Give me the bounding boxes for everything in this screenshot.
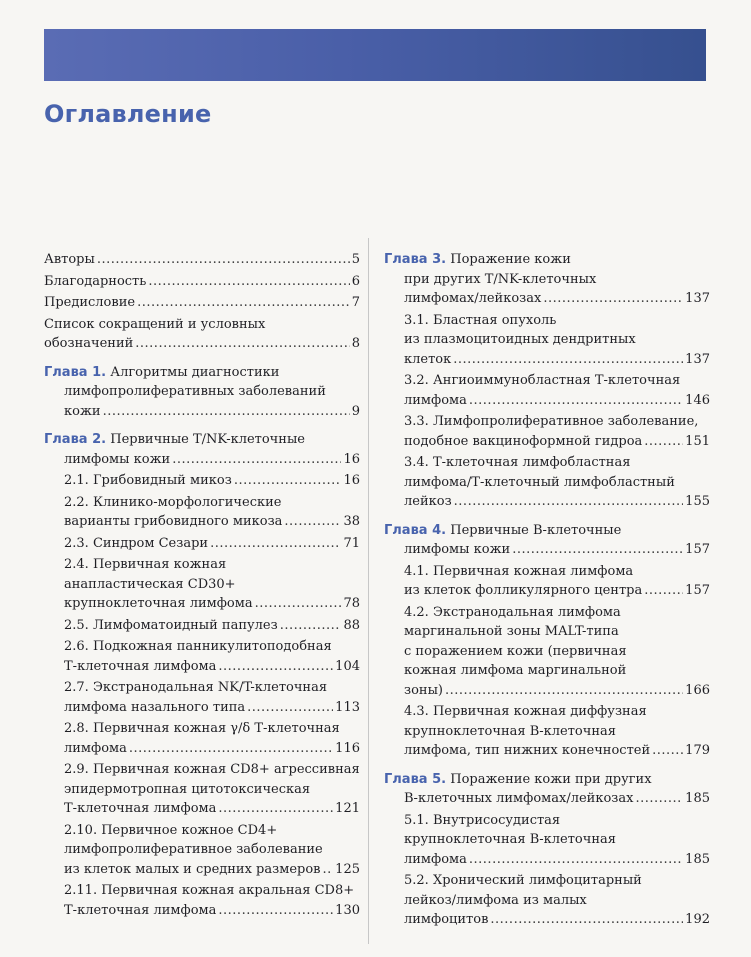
toc-entry-text: крупноклеточная В-клеточная bbox=[404, 723, 616, 739]
toc-entry-line bbox=[64, 698, 360, 718]
chapter-label: Глава 2. bbox=[44, 432, 107, 447]
toc-entry-line bbox=[404, 642, 710, 662]
page-number: 9 bbox=[351, 403, 360, 419]
toc-entry[interactable] bbox=[44, 637, 360, 676]
toc-entry-text: зоны) bbox=[404, 682, 443, 698]
page-number: 121 bbox=[335, 801, 360, 816]
toc-entry[interactable] bbox=[384, 562, 710, 601]
toc-entry[interactable] bbox=[44, 363, 360, 422]
toc-entry[interactable] bbox=[384, 371, 710, 410]
leader-dots bbox=[652, 741, 683, 761]
page-number: 16 bbox=[343, 473, 360, 488]
toc-column-left bbox=[44, 250, 360, 920]
toc-entry-line bbox=[64, 471, 360, 491]
toc-entry-text: Первичные В-клеточные bbox=[450, 522, 622, 538]
toc-entry-text: Поражение кожи bbox=[450, 252, 571, 267]
toc-entry-line bbox=[64, 780, 360, 800]
toc-entry-text: 2.1. Грибовидный микоз bbox=[64, 473, 232, 488]
leader-dots bbox=[210, 534, 341, 554]
toc-entry[interactable] bbox=[44, 534, 360, 554]
page-number: 78 bbox=[343, 596, 360, 611]
column-divider bbox=[368, 238, 369, 944]
toc-entry[interactable] bbox=[384, 811, 710, 870]
toc-entry-line bbox=[404, 811, 710, 831]
toc-entry-line bbox=[64, 678, 360, 698]
page-number: 185 bbox=[685, 791, 710, 806]
toc-entry[interactable] bbox=[44, 678, 360, 717]
toc-entry-text: лимфомы кожи bbox=[64, 451, 171, 467]
toc-entry[interactable] bbox=[384, 250, 710, 309]
toc-entry-text: варианты грибовидного микоза bbox=[64, 514, 283, 529]
leader-dots bbox=[129, 739, 333, 759]
leader-dots bbox=[135, 334, 349, 354]
toc-entry[interactable] bbox=[384, 871, 710, 930]
page-number: 125 bbox=[335, 861, 360, 877]
page-number: 130 bbox=[335, 902, 360, 918]
toc-entry-line bbox=[384, 770, 710, 790]
toc-entry-text: лимфопролиферативное заболевание bbox=[64, 842, 323, 857]
toc-entry[interactable] bbox=[384, 311, 710, 370]
toc-entry[interactable] bbox=[384, 603, 710, 701]
toc-entry-text: лимфома bbox=[64, 740, 127, 756]
leader-dots bbox=[445, 681, 683, 701]
leader-dots bbox=[284, 512, 341, 532]
toc-entry-line bbox=[404, 661, 710, 681]
page-number: 192 bbox=[685, 912, 710, 927]
chapter-label: Глава 5. bbox=[384, 771, 447, 787]
toc-entry-line bbox=[64, 719, 360, 739]
toc-entry-text: Предисловие bbox=[44, 295, 136, 310]
toc-entry[interactable] bbox=[44, 250, 360, 270]
toc-entry-text: 2.7. Экстранодальная NK/T-клеточная bbox=[64, 680, 328, 695]
toc-entry-line bbox=[404, 432, 710, 452]
leader-dots bbox=[644, 581, 683, 601]
leader-dots bbox=[512, 540, 683, 560]
toc-entry[interactable] bbox=[44, 471, 360, 491]
toc-entry[interactable] bbox=[44, 821, 360, 880]
toc-entry-line bbox=[404, 473, 710, 493]
toc-entry-line bbox=[44, 450, 360, 470]
leader-dots bbox=[103, 402, 350, 422]
leader-dots bbox=[247, 698, 333, 718]
toc-entry-text: крупноклеточная лимфома bbox=[64, 596, 253, 611]
toc-entry-line bbox=[404, 412, 710, 432]
leader-dots bbox=[543, 289, 683, 309]
toc-entry-text: анапластическая CD30+ bbox=[64, 576, 236, 592]
toc-entry-line bbox=[64, 575, 360, 595]
toc-entry-line bbox=[64, 512, 360, 532]
toc-entry[interactable] bbox=[384, 702, 710, 761]
toc-entry-text: 2.2. Клинико-морфологические bbox=[64, 494, 282, 510]
toc-entry-text: лейкоз/лимфома из малых bbox=[404, 892, 587, 908]
toc-entry[interactable] bbox=[44, 555, 360, 614]
toc-entry-text: лимфома bbox=[404, 851, 467, 867]
toc-entry[interactable] bbox=[44, 272, 360, 292]
leader-dots bbox=[469, 391, 683, 411]
toc-entry[interactable] bbox=[44, 760, 360, 819]
page-number: 5 bbox=[351, 252, 360, 267]
toc-entry-line bbox=[404, 603, 710, 623]
toc-entry[interactable] bbox=[384, 453, 710, 512]
toc-entry-text: 3.3. Лимфопролиферативное заболевание, bbox=[404, 414, 699, 429]
toc-entry-text: 2.5. Лимфоматоидный папулез bbox=[64, 617, 278, 633]
toc-entry-text: эпидермотропная цитотоксическая bbox=[64, 781, 311, 797]
page-number: 137 bbox=[685, 291, 710, 306]
toc-entry-text: из плазмоцитоидных дендритных bbox=[404, 332, 636, 347]
toc-entry-line bbox=[64, 555, 360, 575]
leader-dots bbox=[469, 850, 683, 870]
chapter-label: Глава 1. bbox=[44, 364, 107, 380]
toc-entry-text: клеток bbox=[404, 351, 452, 367]
page-number: 16 bbox=[343, 451, 360, 467]
chapter-label: Глава 4. bbox=[384, 522, 447, 538]
toc-entry-text: подобное вакциноформной гидроа bbox=[404, 433, 643, 449]
page-number: 157 bbox=[685, 583, 710, 598]
toc-entry-text: 5.2. Хронический лимфоцитарный bbox=[404, 873, 642, 888]
leader-dots bbox=[218, 799, 333, 819]
toc-entry-line bbox=[64, 594, 360, 614]
toc-entry-line bbox=[404, 830, 710, 850]
toc-entry-text: 2.10. Первичное кожное CD4+ bbox=[64, 822, 278, 838]
toc-entry-line bbox=[64, 493, 360, 513]
chapter-label: Глава 3. bbox=[384, 252, 447, 267]
toc-entry-text: 4.1. Первичная кожная лимфома bbox=[404, 563, 634, 579]
toc-entry-line bbox=[404, 871, 710, 891]
leader-dots bbox=[137, 293, 350, 313]
toc-entry-text: Поражение кожи при других bbox=[450, 771, 652, 787]
toc-entry-text: с поражением кожи (первичная bbox=[404, 643, 627, 659]
leader-dots bbox=[453, 350, 683, 370]
toc-entry-line bbox=[404, 850, 710, 870]
toc-entry-line bbox=[384, 521, 710, 541]
toc-entry-line bbox=[404, 562, 710, 582]
toc-entry-text: из клеток фолликулярного центра bbox=[404, 583, 643, 598]
toc-entry-text: из клеток малых и средних размеров bbox=[64, 861, 321, 877]
toc-entry-text: 2.3. Синдром Сезари bbox=[64, 535, 209, 551]
toc-entry[interactable] bbox=[44, 315, 360, 354]
toc-entry-text: 4.3. Первичная кожная диффузная bbox=[404, 704, 647, 719]
page-number: 6 bbox=[351, 273, 360, 289]
toc-entry-text: Первичные Т/NK-клеточные bbox=[110, 432, 305, 447]
toc-entry-line bbox=[404, 681, 710, 701]
toc-entry-line bbox=[64, 534, 360, 554]
page-number: 7 bbox=[351, 295, 360, 310]
page-number: 137 bbox=[685, 351, 710, 367]
toc-entry[interactable] bbox=[44, 719, 360, 758]
leader-dots bbox=[644, 432, 683, 452]
toc-entry-text: лимфомы кожи bbox=[404, 542, 511, 557]
toc-entry[interactable] bbox=[384, 770, 710, 809]
leader-dots bbox=[148, 272, 349, 292]
toc-entry-text: 2.6. Подкожная панникулитоподобная bbox=[64, 639, 332, 654]
toc-entry-text: 2.9. Первичная кожная CD8+ агрессивная bbox=[64, 762, 360, 777]
toc-entry-line bbox=[404, 453, 710, 473]
toc-entry-line bbox=[404, 622, 710, 642]
page-number: 155 bbox=[685, 494, 710, 509]
header-bar bbox=[44, 29, 706, 81]
toc-entry-text: 3.1. Бластная опухоль bbox=[404, 312, 557, 328]
toc-entry-text: крупноклеточная В-клеточная bbox=[404, 832, 616, 847]
toc-entry[interactable] bbox=[44, 293, 360, 313]
toc-entry-line bbox=[64, 821, 360, 841]
toc-entry-text: лимфома bbox=[404, 392, 467, 408]
page-number: 151 bbox=[685, 433, 710, 449]
toc-entry[interactable] bbox=[44, 616, 360, 636]
toc-entry-line bbox=[404, 371, 710, 391]
toc-entry-line bbox=[64, 616, 360, 636]
toc-entry-text: лимфома, тип нижних конечностей bbox=[404, 743, 651, 758]
toc-entry-text: кожная лимфома маргинальной bbox=[404, 663, 627, 678]
toc-entry-text: 4.2. Экстранодальная лимфома bbox=[404, 604, 621, 620]
page-title: Оглавление bbox=[44, 100, 212, 128]
toc-entry-text: Алгоритмы диагностики bbox=[110, 364, 280, 380]
toc-entry-line bbox=[64, 760, 360, 780]
toc-entry-text: 2.4. Первичная кожная bbox=[64, 557, 227, 572]
toc-entry-line bbox=[64, 657, 360, 677]
page-number: 88 bbox=[343, 617, 360, 633]
toc-entry-line bbox=[404, 741, 710, 761]
toc-entry-line bbox=[404, 391, 710, 411]
toc-entry-text: Список сокращений и условных bbox=[44, 316, 266, 332]
toc-entry-line bbox=[44, 402, 360, 422]
toc-entry-line bbox=[44, 293, 360, 313]
toc-entry[interactable] bbox=[44, 493, 360, 532]
toc-entry-text: В-клеточных лимфомах/лейкозах bbox=[404, 791, 634, 806]
toc-entry-line bbox=[44, 272, 360, 292]
page-number: 71 bbox=[343, 535, 360, 551]
toc-entry-line bbox=[404, 311, 710, 331]
toc-entry-text: 2.11. Первичная кожная акральная CD8+ bbox=[64, 883, 355, 898]
leader-dots bbox=[218, 901, 333, 921]
toc-entry-line bbox=[404, 910, 710, 930]
leader-dots bbox=[490, 910, 683, 930]
toc-entry-line bbox=[44, 363, 360, 383]
toc-entry-text: кожи bbox=[64, 403, 101, 419]
toc-entry-line bbox=[44, 430, 360, 450]
toc-entry-text: 3.4. Т-клеточная лимфобластная bbox=[404, 455, 631, 470]
page-number: 179 bbox=[685, 743, 710, 758]
toc-entry-text: Т-клеточная лимфома bbox=[64, 902, 217, 918]
leader-dots bbox=[323, 860, 334, 880]
toc-entry[interactable] bbox=[44, 430, 360, 469]
leader-dots bbox=[97, 250, 350, 270]
toc-entry-line bbox=[44, 250, 360, 270]
toc-entry-line bbox=[44, 315, 360, 335]
toc-entry-text: Т-клеточная лимфома bbox=[64, 801, 217, 816]
toc-entry-text: Авторы bbox=[44, 252, 95, 267]
toc-entry-line bbox=[404, 330, 710, 350]
toc-entry-text: Т-клеточная лимфома bbox=[64, 658, 217, 674]
toc-entry-text: 5.1. Внутрисосудистая bbox=[404, 812, 561, 828]
leader-dots bbox=[280, 616, 342, 636]
toc-entry-text: лимфома/Т-клеточный лимфобластный bbox=[404, 474, 675, 490]
toc-entry-text: лимфопролиферативных заболеваний bbox=[64, 384, 326, 399]
page-number: 8 bbox=[351, 336, 360, 351]
toc-entry-text: лимфомах/лейкозах bbox=[404, 291, 542, 306]
toc-entry-line bbox=[404, 350, 710, 370]
leader-dots bbox=[454, 492, 684, 512]
toc-entry-text: лейкоз bbox=[404, 494, 452, 509]
leader-dots bbox=[234, 471, 342, 491]
page-number: 166 bbox=[685, 682, 710, 698]
leader-dots bbox=[172, 450, 341, 470]
leader-dots bbox=[635, 789, 683, 809]
toc-entry-line bbox=[404, 581, 710, 601]
page-number: 157 bbox=[685, 542, 710, 557]
toc-entry-line bbox=[384, 289, 710, 309]
toc-entry-text: 3.2. Ангиоиммунобластная Т-клеточная bbox=[404, 373, 681, 388]
leader-dots bbox=[218, 657, 333, 677]
toc-entry-line bbox=[404, 891, 710, 911]
toc-entry-line bbox=[64, 637, 360, 657]
toc-entry-text: 2.8. Первичная кожная γ/δ Т-клеточная bbox=[64, 721, 340, 736]
page-number: 38 bbox=[343, 514, 360, 529]
toc-column-right bbox=[384, 250, 710, 930]
page-number: 113 bbox=[335, 699, 360, 715]
page-number: 146 bbox=[685, 392, 710, 408]
toc-entry-text: обозначений bbox=[44, 336, 134, 351]
toc-entry-line bbox=[384, 250, 710, 270]
toc-entry-line bbox=[384, 270, 710, 290]
toc-entry[interactable] bbox=[384, 412, 710, 451]
toc-entry-line bbox=[404, 492, 710, 512]
toc-entry-line bbox=[44, 334, 360, 354]
page-number: 116 bbox=[335, 740, 360, 756]
toc-entry-line bbox=[404, 722, 710, 742]
toc-entry[interactable] bbox=[384, 521, 710, 560]
toc-entry-text: Благодарность bbox=[44, 273, 147, 289]
toc-entry-line bbox=[384, 789, 710, 809]
toc-entry-text: лимфома назального типа bbox=[64, 699, 246, 715]
toc-entry-line bbox=[404, 702, 710, 722]
toc-entry-text: маргинальной зоны MALT-типа bbox=[404, 624, 619, 639]
toc-entry-line bbox=[64, 881, 360, 901]
page-number: 104 bbox=[335, 658, 360, 674]
toc-entry-line bbox=[384, 540, 710, 560]
toc-entry-line bbox=[64, 901, 360, 921]
leader-dots bbox=[255, 594, 342, 614]
toc-entry-line bbox=[64, 739, 360, 759]
page-number: 185 bbox=[685, 851, 710, 867]
toc-entry-line bbox=[64, 840, 360, 860]
toc-entry[interactable] bbox=[44, 881, 360, 920]
toc-entry-line bbox=[64, 799, 360, 819]
toc-entry-line bbox=[44, 382, 360, 402]
toc-entry-text: при других T/NK-клеточных bbox=[404, 271, 597, 287]
toc-entry-line bbox=[64, 860, 360, 880]
toc-entry-text: лимфоцитов bbox=[404, 912, 489, 927]
